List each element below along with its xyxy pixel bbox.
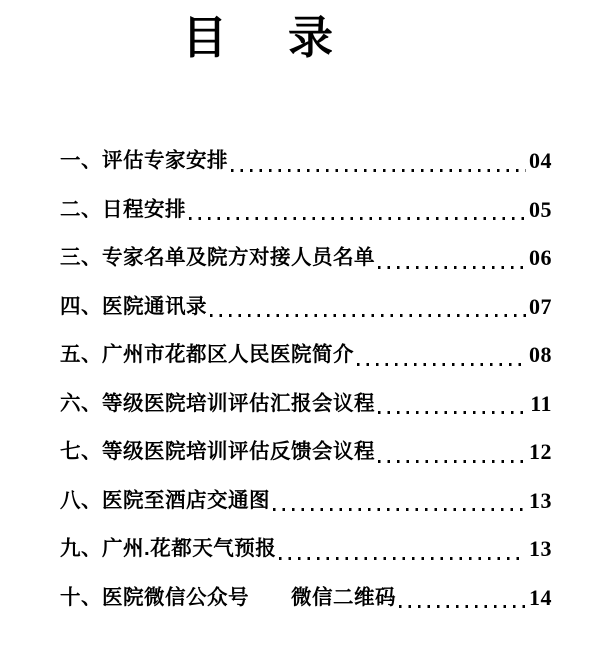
toc-leader-dots — [375, 234, 529, 283]
toc-leader-dots — [354, 331, 529, 380]
toc-entry-label: 七、等级医院培训评估反馈会议程 — [60, 440, 375, 463]
toc-entry-label: 八、医院至酒店交通图 — [60, 488, 270, 512]
toc-entry-page: 12 — [529, 439, 552, 464]
toc-entry-label: 三、专家名单及院方对接人员名单 — [60, 246, 375, 269]
toc-entry-page: 04 — [529, 148, 552, 173]
toc-list — [0, 137, 613, 622]
toc-entry[interactable] — [60, 380, 552, 429]
toc-leader-dots — [186, 186, 529, 235]
toc-leader-dots — [396, 574, 529, 623]
toc-entry-page: 06 — [529, 245, 552, 270]
toc-leader-dots — [228, 137, 529, 186]
toc-entry[interactable] — [60, 525, 552, 574]
toc-entry-page: 13 — [529, 536, 552, 561]
toc-entry[interactable] — [60, 137, 552, 186]
toc-entry-page: 13 — [529, 487, 552, 513]
toc-entry-label: 九、广州.花都天气预报 — [60, 537, 277, 560]
toc-leader-dots — [375, 380, 530, 429]
toc-entry[interactable] — [60, 574, 552, 623]
toc-entry-page: 14 — [529, 584, 552, 610]
toc-entry-label: 二、日程安排 — [60, 197, 186, 221]
toc-entry-page: 08 — [529, 342, 552, 367]
toc-entry[interactable] — [60, 283, 552, 332]
toc-entry[interactable] — [60, 186, 552, 235]
toc-leader-dots — [375, 428, 529, 477]
toc-entry[interactable] — [60, 428, 552, 477]
page-title: 目 录 — [181, 12, 341, 63]
toc-entry-page: 11 — [530, 390, 552, 416]
toc-entry[interactable] — [60, 477, 552, 526]
toc-entry-label: 一、评估专家安排 — [60, 149, 228, 172]
toc-entry-page: 07 — [529, 293, 552, 319]
toc-entry[interactable] — [60, 331, 552, 380]
toc-entry-page: 05 — [529, 196, 552, 222]
toc-leader-dots — [276, 525, 529, 574]
toc-entry[interactable] — [60, 234, 552, 283]
toc-entry-label: 十、医院微信公众号 微信二维码 — [60, 585, 396, 609]
toc-entry-label: 四、医院通讯录 — [60, 294, 207, 318]
toc-entry-label: 五、广州市花都区人民医院简介 — [60, 343, 354, 366]
toc-leader-dots — [270, 477, 529, 526]
toc-entry-label: 六、等级医院培训评估汇报会议程 — [60, 391, 375, 415]
toc-leader-dots — [207, 283, 529, 332]
